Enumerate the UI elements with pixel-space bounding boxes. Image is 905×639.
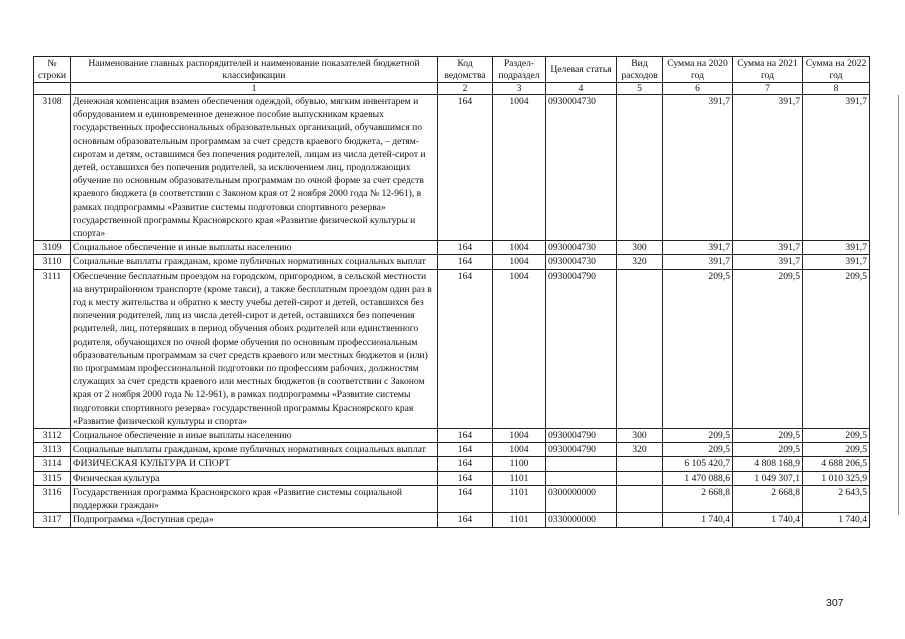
row-sum-2022: 209,5 (803, 429, 870, 443)
row-vid (617, 485, 663, 512)
row-sum-2021: 1 740,4 (733, 513, 803, 527)
row-vid (617, 269, 663, 428)
row-sum-2021: 391,7 (733, 241, 803, 255)
row-razdel: 1004 (493, 241, 546, 255)
row-razdel: 1004 (493, 95, 546, 241)
row-sum-2020: 1 740,4 (663, 513, 733, 527)
row-celevaya (546, 471, 617, 485)
table-row (34, 255, 870, 269)
table-body (34, 95, 870, 528)
row-sum-2020: 6 105 420,7 (663, 457, 733, 471)
table-row (34, 513, 870, 527)
row-sum-2021: 209,5 (733, 429, 803, 443)
row-celevaya: 0330000000 (546, 513, 617, 527)
column-number: 4 (546, 83, 617, 95)
row-vedomstvo: 164 (438, 471, 493, 485)
row-vedomstvo: 164 (438, 429, 493, 443)
row-number: 3111 (34, 269, 71, 428)
row-sum-2021: 4 808 168,9 (733, 457, 803, 471)
row-celevaya: 0930004790 (546, 269, 617, 428)
row-celevaya: 0930004730 (546, 255, 617, 269)
header-vedomstvo: Код ведомства (438, 57, 493, 83)
row-name: Социальные выплаты гражданам, кроме публичных нормативных социальных выплат (71, 255, 438, 269)
row-sum-2020: 209,5 (663, 269, 733, 428)
row-sum-2020: 209,5 (663, 443, 733, 457)
header-sum-2022: Сумма на 2022 год (803, 57, 870, 83)
row-vid: 320 (617, 255, 663, 269)
column-number: 1 (71, 83, 438, 95)
page-number: 307 (826, 597, 844, 609)
column-number: 8 (803, 83, 870, 95)
header-celevaya: Целевая статья (546, 57, 617, 83)
row-number: 3108 (34, 95, 71, 241)
row-celevaya (546, 457, 617, 471)
column-number: 7 (733, 83, 803, 95)
row-sum-2020: 209,5 (663, 429, 733, 443)
header-name: Наименование главных распорядителей и наименование показателей бюджетной классификации (71, 57, 438, 83)
row-vid: 300 (617, 241, 663, 255)
row-vedomstvo: 164 (438, 513, 493, 527)
row-celevaya: 0930004730 (546, 241, 617, 255)
row-sum-2022: 2 643,5 (803, 485, 870, 512)
row-name: Социальное обеспечение и иные выплаты населению (71, 429, 438, 443)
column-number: 6 (663, 83, 733, 95)
row-name: Подпрограмма «Доступная среда» (71, 513, 438, 527)
budget-table-sheet (33, 56, 870, 528)
row-sum-2021: 391,7 (733, 95, 803, 241)
row-sum-2021: 1 049 307,1 (733, 471, 803, 485)
row-celevaya: 0930004790 (546, 429, 617, 443)
column-number: 5 (617, 83, 663, 95)
row-sum-2021: 209,5 (733, 443, 803, 457)
row-vid (617, 513, 663, 527)
row-sum-2021: 2 668,8 (733, 485, 803, 512)
table-row (34, 95, 870, 241)
row-number: 3117 (34, 513, 71, 527)
row-sum-2020: 1 470 088,6 (663, 471, 733, 485)
row-vedomstvo: 164 (438, 255, 493, 269)
row-vedomstvo: 164 (438, 457, 493, 471)
header-razdel: Раздел-подраздел (493, 57, 546, 83)
row-name: Социальное обеспечение и иные выплаты населению (71, 241, 438, 255)
row-sum-2021: 391,7 (733, 255, 803, 269)
row-name: Обеспечение бесплатным проездом на городском, пригородном, в сельской местности на внутрирайонном транспорте (кроме такси), а также бесплатным проездом один раз в год к месту жительства и обратно к месту учебы детей-сирот и детей, оставшихся без попечения родителей, лиц из числа детей-сирот и детей, оставшихся без попечения родителей, лиц, потерявших в период обучения обоих родителей или единственного родителя, обучающихся по очной форме обучения по основным профессиональным образовательным программам за счет средств краевого или местных бюджетов и (или) по программам профессиональной подготовки по профессиям рабочих, должностям служащих за счет средств краевого или местных бюджетов (в соответствии с Законом края от 2 ноября 2000 года № 12-961), в рамках подпрограммы «Развитие системы подготовки спортивного резерва» государственной программы Красноярского края «Развитие физической культуры и спорта» (71, 269, 438, 428)
row-celevaya: 0300000000 (546, 485, 617, 512)
row-sum-2022: 209,5 (803, 269, 870, 428)
row-sum-2022: 4 688 206,5 (803, 457, 870, 471)
row-vedomstvo: 164 (438, 241, 493, 255)
row-razdel: 1101 (493, 471, 546, 485)
row-sum-2022: 391,7 (803, 95, 870, 241)
row-number: 3114 (34, 457, 71, 471)
column-number: 2 (438, 83, 493, 95)
row-name: Физическая культура (71, 471, 438, 485)
column-number: 3 (493, 83, 546, 95)
table-row (34, 241, 870, 255)
row-name: ФИЗИЧЕСКАЯ КУЛЬТУРА И СПОРТ (71, 457, 438, 471)
row-vid: 300 (617, 429, 663, 443)
row-razdel: 1004 (493, 429, 546, 443)
row-razdel: 1004 (493, 255, 546, 269)
row-name: Социальные выплаты гражданам, кроме публичных нормативных социальных выплат (71, 443, 438, 457)
row-sum-2022: 1 740,4 (803, 513, 870, 527)
row-vid (617, 457, 663, 471)
table-row (34, 471, 870, 485)
table-row (34, 457, 870, 471)
row-number: 3113 (34, 443, 71, 457)
row-sum-2022: 1 010 325,9 (803, 471, 870, 485)
table-row (34, 443, 870, 457)
row-vid (617, 95, 663, 241)
table-row (34, 269, 870, 428)
row-celevaya: 0930004730 (546, 95, 617, 241)
header-row-number: № строки (34, 57, 71, 83)
row-vid: 320 (617, 443, 663, 457)
column-number-row (34, 83, 870, 95)
row-vedomstvo: 164 (438, 269, 493, 428)
row-vedomstvo: 164 (438, 95, 493, 241)
row-razdel: 1004 (493, 443, 546, 457)
row-razdel: 1101 (493, 485, 546, 512)
row-sum-2022: 391,7 (803, 241, 870, 255)
table-row (34, 485, 870, 512)
row-razdel: 1100 (493, 457, 546, 471)
header-sum-2020: Сумма на 2020 год (663, 57, 733, 83)
row-number: 3116 (34, 485, 71, 512)
row-sum-2020: 391,7 (663, 255, 733, 269)
row-celevaya: 0930004790 (546, 443, 617, 457)
row-number: 3110 (34, 255, 71, 269)
row-sum-2021: 209,5 (733, 269, 803, 428)
budget-table (33, 56, 870, 528)
row-number: 3112 (34, 429, 71, 443)
row-number: 3115 (34, 471, 71, 485)
row-sum-2022: 391,7 (803, 255, 870, 269)
row-vedomstvo: 164 (438, 443, 493, 457)
column-number (34, 83, 71, 95)
header-vid: Вид расходов (617, 57, 663, 83)
row-vedomstvo: 164 (438, 485, 493, 512)
row-sum-2022: 209,5 (803, 443, 870, 457)
header-sum-2021: Сумма на 2021 год (733, 57, 803, 83)
row-sum-2020: 391,7 (663, 241, 733, 255)
row-vid (617, 471, 663, 485)
table-row (34, 429, 870, 443)
row-sum-2020: 391,7 (663, 95, 733, 241)
header-row (34, 57, 870, 83)
row-sum-2020: 2 668,8 (663, 485, 733, 512)
scan-edge-line (898, 95, 899, 515)
row-name: Государственная программа Красноярского края «Развитие системы социальной поддержки граждан» (71, 485, 438, 512)
row-number: 3109 (34, 241, 71, 255)
row-name: Денежная компенсация взамен обеспечения одеждой, обувью, мягким инвентарем и оборудованием и единовременное денежное пособие выпускникам краевых государственных профессиональных образовательных организаций, обучавшимся по основным образовательным программам за счет средств краевого бюджета, – детям-сиротам и детям, оставшимся без попечения родителей, лицам из числа детей-сирот и детей, оставшихся без попечения родителей, за исключением лиц, продолжающих обучение по основным образовательным программам по очной форме за счет средств краевого бюджета (в соответствии с Законом края от 2 ноября 2000 года № 12-961), в рамках подпрограммы «Развитие системы подготовки спортивного резерва» государственной программы Красноярского края «Развитие физической культуры и спорта» (71, 95, 438, 241)
row-razdel: 1101 (493, 513, 546, 527)
row-razdel: 1004 (493, 269, 546, 428)
